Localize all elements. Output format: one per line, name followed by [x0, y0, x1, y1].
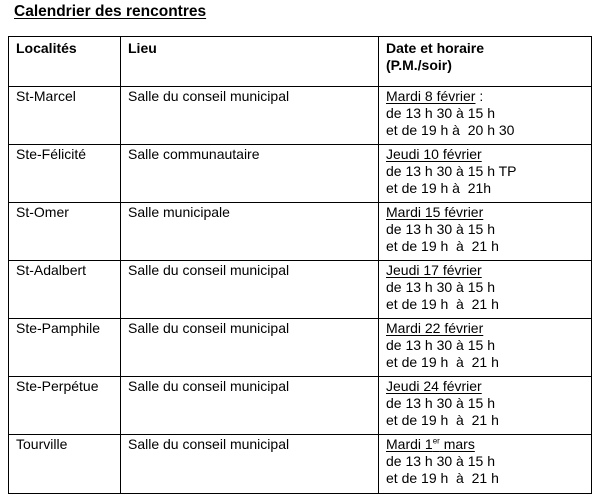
page-title: Calendrier des rencontres: [14, 3, 207, 20]
table-row: [9, 87, 592, 145]
date-suffix: :: [475, 88, 484, 104]
cell-lieu: Salle du conseil municipal: [121, 87, 379, 145]
date-day-sup: er: [432, 436, 440, 446]
time-evening: et de 19 h à 21h: [386, 180, 492, 196]
time-pm: de 13 h 30 à 15 h: [386, 105, 495, 121]
table-row: [9, 435, 592, 494]
date-day-line: [386, 146, 591, 163]
time-pm: de 13 h 30 à 15 h: [386, 221, 495, 237]
time-evening: et de 19 h à 21 h: [386, 470, 499, 486]
table-row: [9, 319, 592, 377]
table-row: [9, 203, 592, 261]
date-day-line: [386, 436, 591, 453]
cell-lieu: Salle du conseil municipal: [121, 319, 379, 377]
cell-date: [379, 145, 592, 203]
cell-date: [379, 319, 592, 377]
cell-localite: Ste-Pamphile: [9, 319, 121, 377]
schedule-table: [8, 36, 592, 494]
cell-localite: Tourville: [9, 435, 121, 494]
table-row: [9, 145, 592, 203]
date-day-line: [386, 262, 591, 279]
date-day: [386, 146, 482, 162]
cell-date: [379, 87, 592, 145]
cell-localite: Ste-Félicité: [9, 145, 121, 203]
date-day-rest: mars: [439, 436, 475, 452]
time-evening: et de 19 h à 21 h: [386, 354, 499, 370]
cell-lieu: Salle du conseil municipal: [121, 261, 379, 319]
time-evening: et de 19 h à 21 h: [386, 412, 499, 428]
date-day: [386, 436, 475, 452]
cell-localite: St-Adalbert: [9, 261, 121, 319]
date-day-line: [386, 88, 591, 105]
cell-lieu: Salle du conseil municipal: [121, 377, 379, 435]
cell-localite: St-Marcel: [9, 87, 121, 145]
header-date: [379, 37, 592, 87]
time-pm: de 13 h 30 à 15 h: [386, 395, 495, 411]
time-pm: de 13 h 30 à 15 h TP: [386, 163, 517, 179]
date-day: [386, 204, 483, 220]
time-evening: et de 19 h à 20 h 30: [386, 122, 515, 138]
date-day-text: Mardi 15 février: [386, 204, 484, 220]
date-day: [386, 320, 483, 336]
time-pm: de 13 h 30 à 15 h: [386, 337, 495, 353]
table-header-row: [9, 37, 592, 87]
date-day: [386, 262, 482, 278]
header-localites: Localités: [9, 37, 121, 87]
cell-date: [379, 203, 592, 261]
cell-date: [379, 435, 592, 494]
date-day-line: [386, 320, 591, 337]
cell-localite: Ste-Perpétue: [9, 377, 121, 435]
date-day-line: [386, 204, 591, 221]
date-day-line: [386, 378, 591, 395]
date-day-text: Mardi 8 février: [386, 88, 476, 104]
table-row: [9, 377, 592, 435]
header-date-line1: Date et horaire: [386, 40, 485, 56]
header-date-line2: (P.M./soir): [386, 57, 452, 73]
header-lieu: Lieu: [121, 37, 379, 87]
date-day-text: Mardi 1: [386, 436, 433, 452]
cell-lieu: Salle du conseil municipal: [121, 435, 379, 494]
cell-lieu: Salle communautaire: [121, 145, 379, 203]
date-day-text: Mardi 22 février: [386, 320, 484, 336]
time-pm: de 13 h 30 à 15 h: [386, 453, 495, 469]
cell-lieu: Salle municipale: [121, 203, 379, 261]
time-evening: et de 19 h à 21 h: [386, 238, 499, 254]
cell-localite: St-Omer: [9, 203, 121, 261]
date-day-text: Jeudi 24 février: [386, 378, 482, 394]
cell-date: [379, 261, 592, 319]
time-evening: et de 19 h à 21 h: [386, 296, 499, 312]
date-day: [386, 378, 482, 394]
cell-date: [379, 377, 592, 435]
date-day: [386, 88, 475, 104]
date-day-text: Jeudi 17 février: [386, 262, 482, 278]
table-row: [9, 261, 592, 319]
date-day-text: Jeudi 10 février: [386, 146, 482, 162]
time-pm: de 13 h 30 à 15 h: [386, 279, 495, 295]
